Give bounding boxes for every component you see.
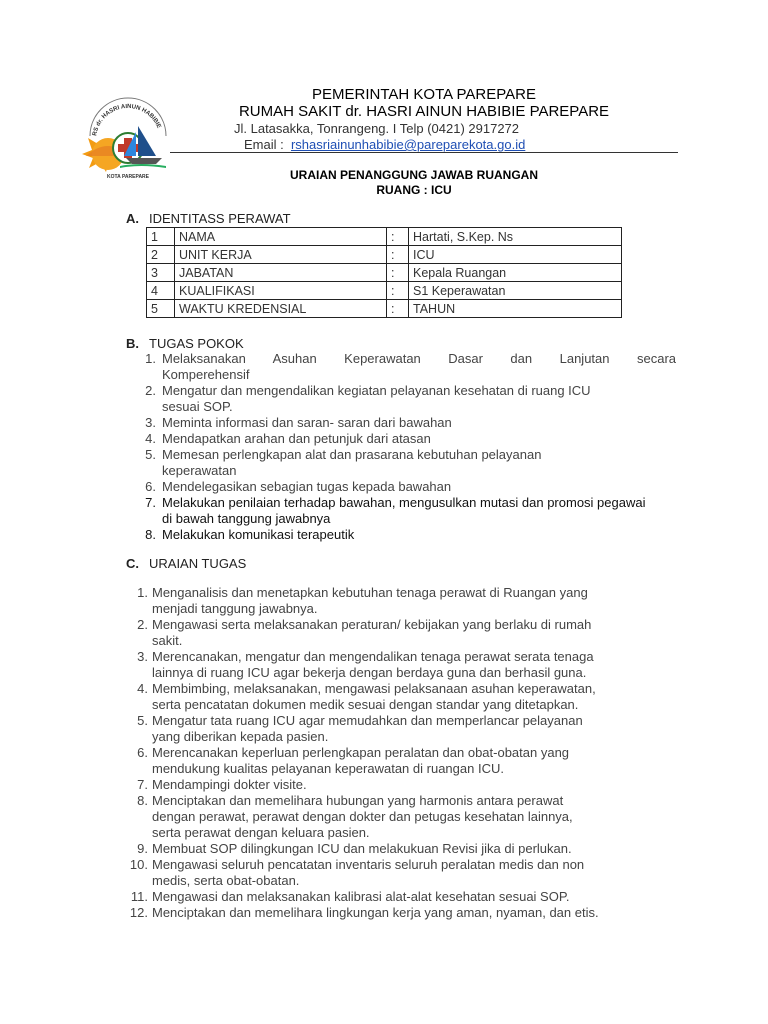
- document-subtitle: RUANG : ICU: [376, 183, 452, 197]
- list-item: [145, 383, 676, 415]
- cell-no: 5: [147, 300, 175, 318]
- item-line: Mengatur tata ruang ICU agar memudahkan dan memperlancar pelayanan: [152, 713, 583, 728]
- cell-value: ICU: [409, 246, 622, 264]
- list-item: [130, 889, 674, 905]
- item-number: 7.: [137, 777, 148, 792]
- section-a-letter: A.: [126, 211, 139, 226]
- cell-field: KUALIFIKASI: [175, 282, 387, 300]
- item-line: Mengawasi seluruh pencatatan inventaris seluruh peralatan medis dan non: [152, 857, 585, 872]
- table-row: [147, 300, 622, 318]
- item-line: Membimbing, melaksanakan, mengawasi pelaksanaan asuhan keperawatan,: [152, 681, 596, 696]
- table-row: [147, 228, 622, 246]
- email-label: Email :: [244, 137, 284, 152]
- item-number: 3.: [137, 649, 148, 664]
- list-item: [145, 351, 676, 383]
- cell-field: UNIT KERJA: [175, 246, 387, 264]
- list-item: [129, 857, 674, 889]
- item-line: Merencanakan keperluan perlengkapan peralatan dan obat-obatan yang: [152, 745, 570, 760]
- item-line: Mengatur dan mengendalikan kegiatan pelayanan kesehatan di ruang ICU: [162, 383, 591, 398]
- header-divider: [170, 152, 678, 153]
- government-title: PEMERINTAH KOTA PAREPARE: [312, 86, 536, 103]
- section-a-heading: [126, 211, 291, 226]
- item-line: serta pencatatan dokumen medik sesuai dengan standar yang ditetapkan.: [152, 697, 579, 712]
- cell-value: Kepala Ruangan: [409, 264, 622, 282]
- section-b-title: TUGAS POKOK: [149, 336, 244, 351]
- item-number: 10.: [129, 857, 148, 872]
- cell-field: NAMA: [175, 228, 387, 246]
- cell-sep: :: [387, 300, 409, 318]
- item-line: Menciptakan dan memelihara hubungan yang harmonis antara perawat: [152, 793, 564, 808]
- table-row: [147, 246, 622, 264]
- section-c-title: URAIAN TUGAS: [149, 556, 247, 571]
- list-item: [145, 495, 676, 527]
- item-number: 8.: [145, 527, 156, 542]
- item-number: 6.: [137, 745, 148, 760]
- cell-value: Hartati, S.Kep. Ns: [409, 228, 622, 246]
- item-number: 4.: [137, 681, 148, 696]
- item-line: dengan perawat, perawat dengan dokter dan petugas kesehatan lainnya,: [152, 809, 573, 824]
- item-number: 8.: [137, 793, 148, 808]
- cell-no: 2: [147, 246, 175, 264]
- item-number: 1.: [145, 351, 156, 366]
- cell-value: TAHUN: [409, 300, 622, 318]
- item-number: 3.: [145, 415, 156, 430]
- cell-no: 4: [147, 282, 175, 300]
- item-line: Melakukan penilaian terhadap bawahan, mengusulkan mutasi dan promosi pegawai: [162, 495, 646, 510]
- item-number: 2.: [137, 617, 148, 632]
- section-a-title: IDENTITASS PERAWAT: [149, 211, 291, 226]
- hospital-address: Jl. Latasakka, Tonrangeng. I Telp (0421) 2917272: [234, 121, 520, 136]
- item-line: sesuai SOP.: [162, 399, 233, 414]
- list-item: [129, 905, 674, 921]
- table-row: [147, 264, 622, 282]
- item-number: 4.: [145, 431, 156, 446]
- email-line: [244, 137, 525, 152]
- item-number: 1.: [137, 585, 148, 600]
- item-line: Menciptakan dan memelihara lingkungan kerja yang aman, nyaman, dan etis.: [152, 905, 599, 920]
- svg-text:KOTA PAREPARE: KOTA PAREPARE: [106, 174, 150, 180]
- cell-sep: :: [387, 264, 409, 282]
- item-line: Mendelegasikan sebagian tugas kepada bawahan: [162, 479, 452, 494]
- list-item: [145, 431, 676, 447]
- item-line: sakit.: [152, 633, 183, 648]
- list-item: [137, 649, 674, 681]
- item-number: 5.: [137, 713, 148, 728]
- section-c-heading: [126, 556, 246, 571]
- list-item: [137, 777, 674, 793]
- item-line: Memesan perlengkapan alat dan prasarana kebutuhan pelayanan: [162, 447, 542, 462]
- list-item: [145, 527, 676, 543]
- section-b-heading: [126, 336, 244, 351]
- item-line: serta perawat dengan keluara pasien.: [152, 825, 370, 840]
- cell-no: 1: [147, 228, 175, 246]
- item-line: Mendapatkan arahan dan petunjuk dari atasan: [162, 431, 431, 446]
- cell-sep: :: [387, 246, 409, 264]
- list-item: [137, 617, 674, 649]
- cell-no: 3: [147, 264, 175, 282]
- list-item: [137, 681, 674, 713]
- section-c-letter: C.: [126, 556, 139, 571]
- item-line: Melaksanakan Asuhan Keperawatan Dasar dan Lanjutan secara: [162, 351, 676, 366]
- list-item: [145, 479, 676, 495]
- table-row: [147, 282, 622, 300]
- cell-field: JABATAN: [175, 264, 387, 282]
- item-number: 9.: [137, 841, 148, 856]
- item-line: medis, serta obat-obatan.: [152, 873, 300, 888]
- item-line: menjadi tanggung jawabnya.: [152, 601, 318, 616]
- list-item: [145, 415, 676, 431]
- item-number: 5.: [145, 447, 156, 462]
- item-line: Komperehensif: [162, 367, 250, 382]
- item-line: mendukung kualitas pelayanan keperawatan di ruangan ICU.: [152, 761, 504, 776]
- document-title: URAIAN PENANGGUNG JAWAB RUANGAN: [289, 168, 538, 182]
- uraian-tugas-list: [129, 585, 674, 921]
- item-line: Merencanakan, mengatur dan mengendalikan tenaga perawat serata tenaga: [152, 649, 594, 664]
- item-number: 7.: [145, 495, 156, 510]
- item-number: 11.: [130, 889, 148, 904]
- section-b-letter: B.: [126, 336, 139, 351]
- list-item: [145, 447, 676, 479]
- cell-sep: :: [387, 228, 409, 246]
- item-line: Menganalisis dan menetapkan kebutuhan tenaga perawat di Ruangan yang: [152, 585, 588, 600]
- item-line: di bawah tanggung jawabnya: [162, 511, 331, 526]
- item-line: Mengawasi serta melaksanakan peraturan/ kebijakan yang berlaku di rumah: [152, 617, 592, 632]
- item-line: Meminta informasi dan saran- saran dari bawahan: [162, 415, 452, 430]
- list-item: [137, 585, 674, 617]
- item-line: keperawatan: [162, 463, 237, 478]
- list-item: [137, 713, 674, 745]
- item-number: 12.: [129, 905, 148, 920]
- list-item: [137, 745, 674, 777]
- item-line: Melakukan komunikasi terapeutik: [162, 527, 355, 542]
- item-number: 6.: [145, 479, 156, 494]
- list-item: [137, 841, 674, 857]
- item-line: Mendampingi dokter visite.: [152, 777, 307, 792]
- identity-table: [146, 227, 622, 318]
- item-line: Membuat SOP dilingkungan ICU dan melakukuan Revisi jika di perlukan.: [152, 841, 572, 856]
- svg-text:RS dr. HASRI AINUN HABIBIE: RS dr. HASRI AINUN HABIBIE: [92, 103, 162, 137]
- item-line: lainnya di ruang ICU agar bekerja dengan berdaya guna dan berhasil guna.: [152, 665, 587, 680]
- tugas-pokok-list: [145, 351, 676, 543]
- hospital-name: RUMAH SAKIT dr. HASRI AINUN HABIBIE PAREPARE: [238, 103, 610, 120]
- item-number: 2.: [145, 383, 156, 398]
- item-line: yang diberikan kepada pasien.: [152, 729, 329, 744]
- item-line: Mengawasi dan melaksanakan kalibrasi alat-alat kesehatan sesuai SOP.: [152, 889, 570, 904]
- cell-field: WAKTU KREDENSIAL: [175, 300, 387, 318]
- cell-value: S1 Keperawatan: [409, 282, 622, 300]
- email-link[interactable]: rshasriainunhabibie@pareparekota.go.id: [290, 137, 526, 152]
- list-item: [137, 793, 674, 841]
- cell-sep: :: [387, 282, 409, 300]
